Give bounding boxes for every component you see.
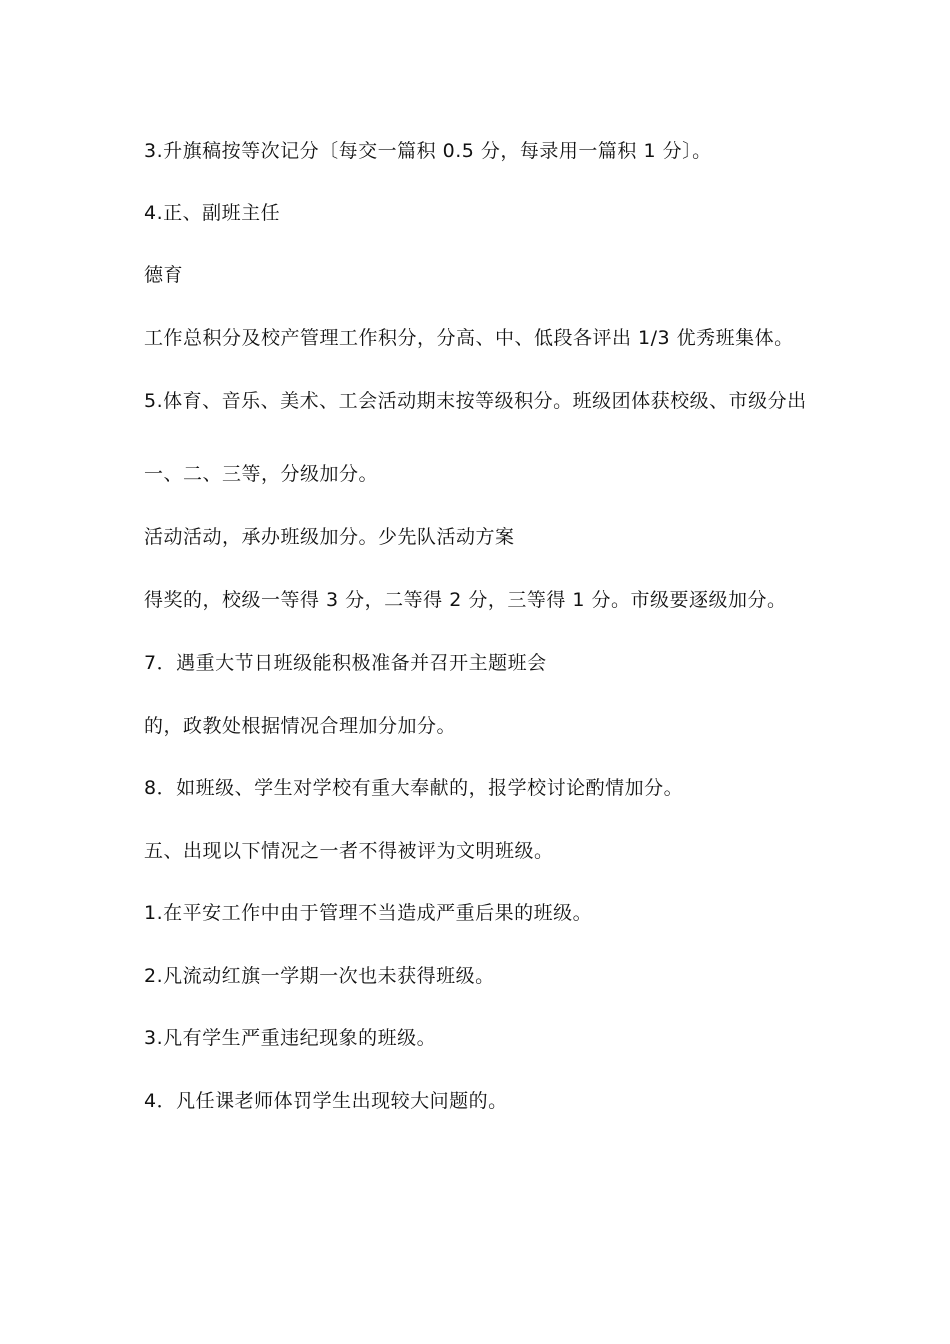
text-line-disqualify-1-safety: 1.在平安工作中由于管理不当造成严重后果的班级。 <box>144 902 593 924</box>
text-line-moral-education: 德育 <box>144 264 184 286</box>
text-line-disqualify-4-punishment: 4．凡任课老师体罚学生出现较大问题的。 <box>144 1090 508 1112</box>
text-line-rule-4-class-teachers: 4.正、副班主任 <box>144 202 281 224</box>
text-line-political-office-bonus: 的，政教处根据情况合理加分加分。 <box>144 715 457 737</box>
text-line-award-points: 得奖的，校级一等得 3 分，二等得 2 分，三等得 1 分。市级要逐级加分。 <box>144 589 787 611</box>
text-line-grade-bonus: 一、二、三等，分级加分。 <box>144 463 379 485</box>
text-line-disqualify-3-discipline: 3.凡有学生严重违纪现象的班级。 <box>144 1027 437 1049</box>
text-line-rule-3-flag-speech: 3.升旗稿按等次记分〔每交一篇积 0.5 分，每录用一篇积 1 分〕。 <box>144 140 712 162</box>
text-line-rule-7-festivals: 7．遇重大节日班级能积极准备并召开主题班会 <box>144 652 547 674</box>
section-heading-disqualification: 五、出现以下情况之一者不得被评为文明班级。 <box>144 840 554 862</box>
text-line-disqualify-2-red-flag: 2.凡流动红旗一学期一次也未获得班级。 <box>144 965 495 987</box>
text-line-host-bonus: 活动活动，承办班级加分。少先队活动方案 <box>144 526 515 548</box>
text-line-rule-8-contribution: 8．如班级、学生对学校有重大奉献的，报学校讨论酌情加分。 <box>144 777 684 799</box>
text-line-rule-5-activities: 5.体育、音乐、美术、工会活动期末按等级积分。班级团体获校级、市级分出 <box>144 390 807 412</box>
text-line-total-score: 工作总积分及校产管理工作积分，分高、中、低段各评出 1/3 优秀班集体。 <box>144 327 794 349</box>
